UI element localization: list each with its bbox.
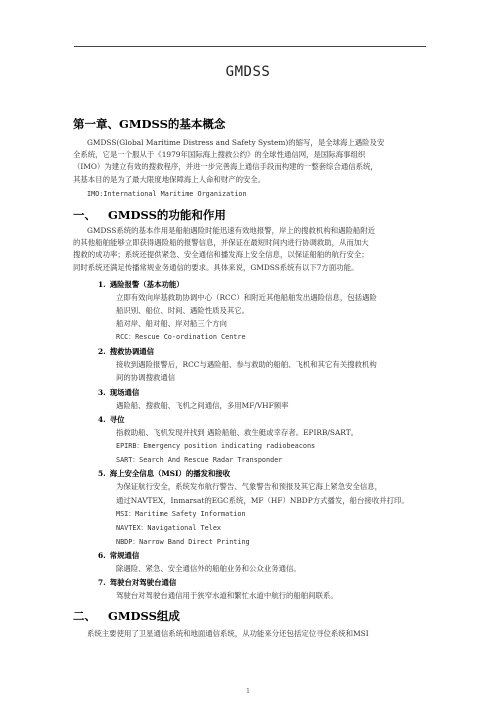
header-rule — [74, 46, 426, 47]
paragraph-line: （IMO）为建立有效的搜救程序，并进一步完善海上通信手段而构建的一整套综合通信系统， — [73, 162, 378, 172]
item-title-text: 寻位 — [109, 415, 125, 424]
document-title: GMDSS — [225, 64, 271, 80]
item-number: 6. — [98, 551, 106, 560]
function-item-title — [98, 577, 176, 588]
item-title-text: 现场通信 — [109, 388, 140, 397]
item-title-text: 海上安全信息（MSI）的播发和接收 — [109, 469, 231, 478]
item-line: MSI：Maritime Safety Information — [116, 510, 246, 518]
section-title: GMDSS组成 — [108, 609, 180, 623]
item-title-text: 常规通信 — [109, 551, 140, 560]
functions-paragraph — [73, 225, 427, 274]
function-item-title — [98, 387, 139, 398]
section-title: GMDSS的功能和作用 — [108, 208, 226, 222]
function-item-title — [98, 346, 154, 357]
item-line: 驾驶台对驾驶台通信用于狭窄水道和繁忙水道中航行的船舶间联系。 — [116, 591, 338, 600]
section-number: 二、 — [73, 609, 96, 623]
chapter-intro-paragraph — [73, 137, 427, 186]
paragraph-line: 的其他船舶能够立即获得遇险船的报警信息，并保证在最短时间内进行协调救助，从而加大 — [73, 238, 369, 248]
paragraph-line: 搜救的成功率；系统还提供紧急、安全通信和播发海上安全信息，以保证船舶的航行安全； — [73, 250, 369, 260]
item-line: EPIRB：Emergency position indicating radiobeacons — [116, 442, 316, 450]
paragraph-line: 同时系统还满足传播常规业务通信的要求。具体来说，GMDSS系统有以下7方面功能。 — [73, 262, 359, 272]
item-line: 船识别、船位、时间、遇险性质及其它。 — [116, 306, 250, 315]
page-number: 1 — [246, 688, 250, 695]
item-line: 遇险船、搜救船、飞机之间通信，多用MF/VHF频率 — [116, 401, 289, 410]
imo-note: IMO:International Maritime Organization — [87, 190, 247, 198]
item-line: 为保证航行安全，系统发布航行警告、气象警告和预报及其它海上紧急安全信息， — [116, 482, 383, 491]
item-line: NAVTEX：Navigational Telex — [116, 524, 222, 532]
item-title-text: 搜救协调通信 — [109, 347, 155, 356]
item-number: 3. — [98, 388, 106, 397]
paragraph-line: GMDSS系统的基本作用是船舶遇险时能迅速有效地报警，岸上的搜救机构和遇险船附近 — [87, 226, 376, 235]
item-title-text: 驾驶台对驾驶台通信 — [109, 578, 177, 587]
chapter-heading: 第一章、GMDSS的基本概念 — [73, 117, 226, 131]
item-line: 除遇险、紧急、安全通信外的船舶业务和公众业务通信。 — [116, 564, 301, 573]
item-number: 1. — [98, 280, 106, 289]
item-line: RCC：Rescue Co-ordination Centre — [116, 333, 246, 341]
function-item-title — [98, 279, 184, 290]
item-number: 5. — [98, 469, 106, 478]
section-heading-functions — [73, 207, 226, 223]
section-heading-composition — [73, 608, 180, 624]
paragraph-line: GMDSS(Global Maritime Distress and Safety System)的缩写，是全球海上遇险及安 — [87, 138, 385, 147]
item-line: 间的协调搜救通信 — [116, 373, 176, 382]
item-title-text: 遇险报警（基本功能） — [109, 280, 184, 289]
item-line: NBDP：Narrow Band Direct Printing — [116, 538, 250, 546]
item-line: 通过NAVTEX，Inmarsat的EGC系统，MF（HF）NBDP方式播发，船台接收并打印。 — [116, 496, 409, 505]
item-line: 接收到遇险报警后，RCC与遇险船、参与救助的船舶、飞机和其它有关搜救机构 — [116, 360, 377, 369]
composition-paragraph-line: 系统主要使用了卫星通信系统和地面通信系统，从功能来分还包括定位寻位系统和MSI — [87, 629, 369, 638]
section-number: 一、 — [73, 208, 96, 222]
paragraph-line: 其基本目的是为了最大限度地保障海上人命和财产的安全。 — [73, 174, 266, 184]
function-item-title — [98, 550, 139, 561]
function-item-title — [98, 414, 125, 425]
item-line: 船对岸、船对船、岸对船三个方向 — [116, 319, 227, 328]
item-number: 4. — [98, 415, 106, 424]
function-item-title — [98, 468, 230, 479]
item-number: 2. — [98, 347, 106, 356]
item-line: SART：Search And Rescue Radar Transponder — [116, 456, 283, 464]
item-line: 立即有效向岸基救助协调中心（RCC）和附近其他船舶发出遇险信息，包括遇险 — [116, 293, 377, 302]
item-line: 指救助船、飞机发现并找到 遇险船舶、救生艇或幸存者。EPIRB/SART。 — [116, 428, 359, 437]
item-number: 7. — [98, 578, 106, 587]
paragraph-line: 全系统，它是一个服从于《1979年国际海上搜救公约》的全球性通信网，是国际海事组织 — [73, 150, 366, 160]
